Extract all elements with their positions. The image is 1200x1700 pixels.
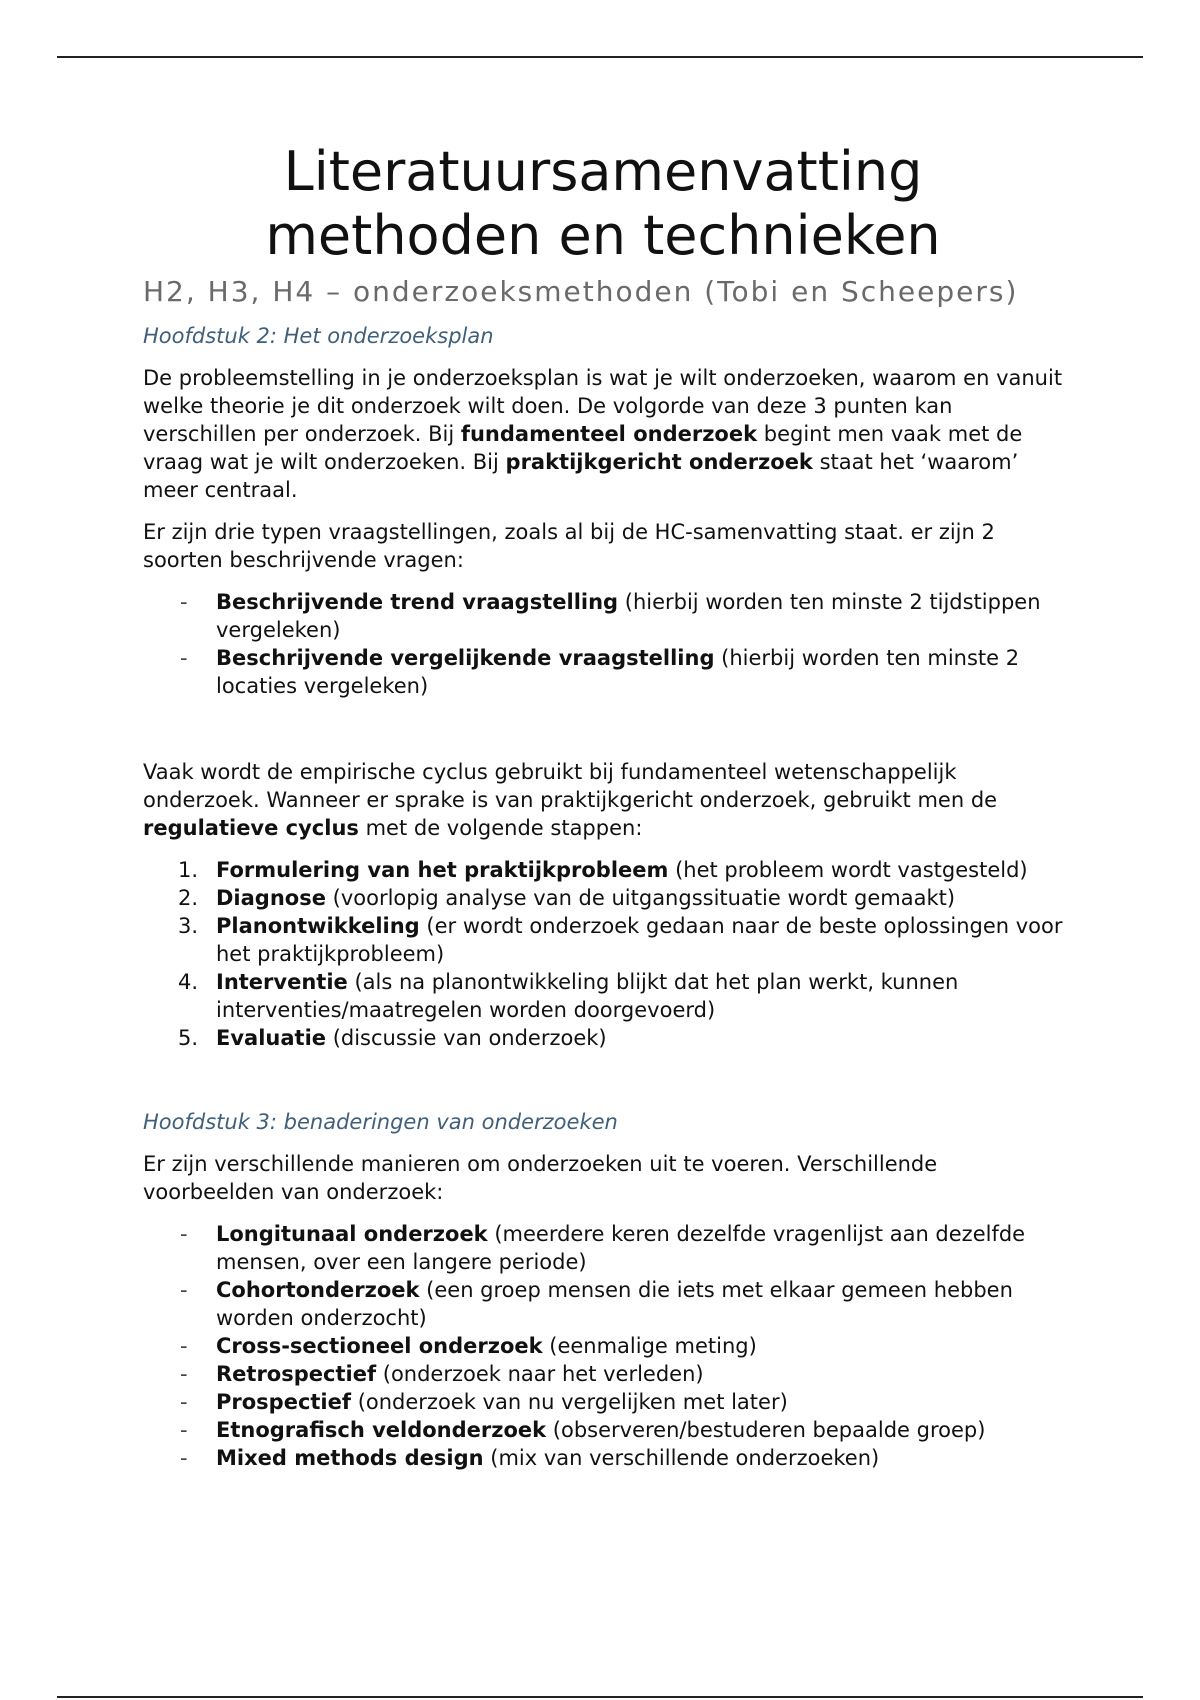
document-title xyxy=(143,140,1063,268)
list-item: - Mixed methods design (mix van verschillende onderzoeken) xyxy=(180,1446,880,1470)
document-subtitle: H2, H3, H4 – onderzoeksmethoden (Tobi en Scheepers) xyxy=(143,275,1019,308)
list-item: 2. Diagnose (voorlopig analyse van de uitgangssituatie wordt gemaakt) xyxy=(178,886,956,910)
list-item: - Cross-sectioneel onderzoek (eenmalige meting) xyxy=(180,1334,757,1358)
list-item: 1. Formulering van het praktijkprobleem (het probleem wordt vastgesteld) xyxy=(178,858,1028,882)
list-item: - Cohortonderzoek (een groep mensen die iets met elkaar gemeen hebben worden onderzocht) xyxy=(180,1278,1013,1330)
header-rule xyxy=(57,56,1143,58)
list-item: - Retrospectief (onderzoek naar het verleden) xyxy=(180,1362,704,1386)
list-item: 5. Evaluatie (discussie van onderzoek) xyxy=(178,1026,607,1050)
list-item: - Prospectief (onderzoek van nu vergelijken met later) xyxy=(180,1390,788,1414)
document-body xyxy=(143,140,1063,1472)
research-types-list xyxy=(143,1220,1063,1472)
spacer xyxy=(143,700,1063,744)
chapter-2-paragraph-2: Er zijn drie typen vraagstellingen, zoals al bij de HC-samenvatting staat. er zijn 2 soorten beschrijvende vragen: xyxy=(143,520,995,572)
chapter-2-heading: Hoofdstuk 2: Het onderzoeksplan xyxy=(143,324,494,348)
title-line-2: methoden en technieken xyxy=(265,204,941,267)
regulative-cycle-list xyxy=(143,856,1063,1052)
chapter-3-paragraph-1: Er zijn verschillende manieren om onderzoeken uit te voeren. Verschillende voorbeelden van onderzoek: xyxy=(143,1152,938,1204)
list-item: - Etnografisch veldonderzoek (observeren/bestuderen bepaalde groep) xyxy=(180,1418,986,1442)
list-item: 4. Interventie (als na planontwikkeling blijkt dat het plan werkt, kunnen interventies/maatregelen worden doorgevoerd) xyxy=(178,970,959,1022)
list-item: 3. Planontwikkeling (er wordt onderzoek gedaan naar de beste oplossingen voor het praktijkprobleem) xyxy=(178,914,1063,966)
list-item: - Longitunaal onderzoek (meerdere keren dezelfde vragenlijst aan dezelfde mensen, over een langere periode) xyxy=(180,1222,1026,1274)
spacer xyxy=(143,1052,1063,1096)
question-types-list xyxy=(143,588,1063,700)
list-item: - Beschrijvende trend vraagstelling (hierbij worden ten minste 2 tijdstippen vergeleken) xyxy=(180,590,1041,642)
title-line-1: Literatuursamenvatting xyxy=(283,140,923,203)
footer-rule xyxy=(57,1696,1143,1698)
chapter-3-heading: Hoofdstuk 3: benaderingen van onderzoeken xyxy=(143,1110,618,1134)
list-item: - Beschrijvende vergelijkende vraagstelling (hierbij worden ten minste 2 locaties vergeleken) xyxy=(180,646,1020,698)
chapter-2-paragraph-1: De probleemstelling in je onderzoeksplan is wat je wilt onderzoeken, waarom en vanuit welke theorie je dit onderzoek wilt doen. De volgorde van deze 3 punten kan verschillen per onderzoek. Bij fundamenteel onderzoek begint men vaak met de vraag wat je wilt onderzoeken. Bij praktijkgericht onderzoek staat het ‘waarom’ meer centraal. xyxy=(143,366,1063,502)
chapter-2-paragraph-3: Vaak wordt de empirische cyclus gebruikt bij fundamenteel wetenschappelijk onderzoek. Wanneer er sprake is van praktijkgericht onderzoek, gebruikt men de regulatieve cyclus met de volgende stappen: xyxy=(143,760,998,840)
